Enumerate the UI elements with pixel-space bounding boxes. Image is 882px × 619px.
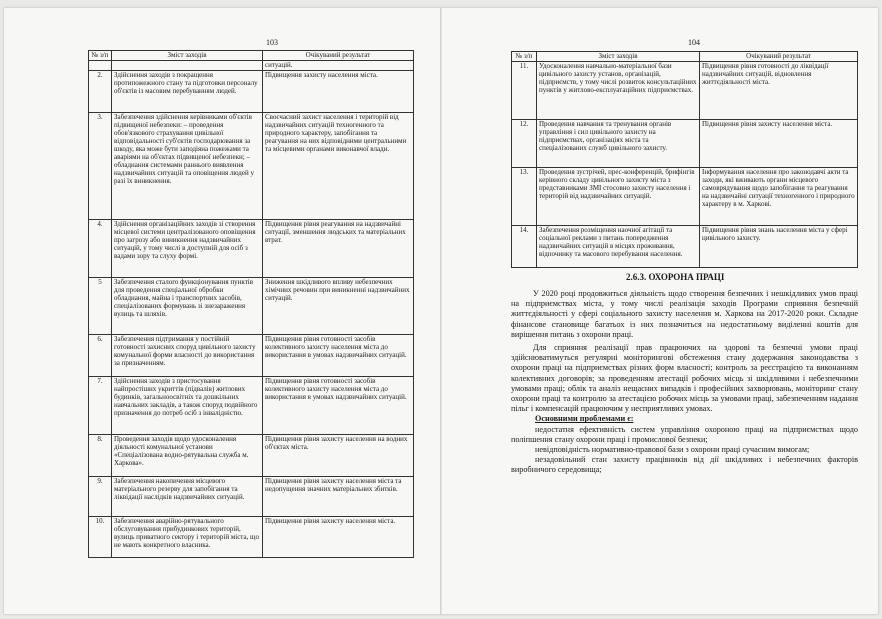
row-result: Підвищення рівня захисту населення міста. (700, 120, 858, 168)
row-content: Забезпечення аварійно-рятувального обслуговування прибудинкових територій, вулиць приватного сектору і територій міста, що не мають конкретного власника. (112, 517, 263, 558)
row-content: Забезпечення підтримання у постійній готовності захисних споруд цивільного захисту комунальної форми власності до використання за призначенням. (112, 335, 263, 377)
row-content: Проведення навчання та тренування органів управління і сил цивільного захисту на підприємствах, організаціях міста та спеціалізованих служб цивільного захисту. (537, 120, 700, 168)
table-header-row (512, 52, 858, 62)
problem-item: невідповідність нормативно-правової бази з охорони праці сучасним вимогам; (535, 445, 810, 455)
table-row (89, 377, 414, 435)
row-content: Проведення зустрічей, прес-конференцій, брифінгів керівного складу цивільного захисту міста з представниками ЗМІ стосовно захисту населення і територій від надзвичайних ситуацій. (537, 168, 700, 226)
problems-title: Основними проблемами є: (535, 414, 634, 424)
row-result: Підвищення рівня захисту населення на водних об'єктах міста. (263, 435, 414, 477)
row-result: Підвищення рівня готовності засобів колективного захисту населення міста до використання в умовах надзвичайних ситуацій. (263, 377, 414, 435)
row-number: 8. (89, 435, 112, 477)
table-header-row (89, 51, 414, 61)
row-content: Забезпечення здійснення керівниками об'єктів підвищеної небезпеки: – проведення обов'язкового страхування цивільної відповідальності суб'єктів господарювання за шкоду, яка може бути заподіяна пожежами та аваріями на об'єктах підвищеної небезпеки; – обладнання системами раннього виявлення надзвичайних ситуацій та оповіщення людей у разі їх виникнення. (112, 113, 263, 220)
row-number: 14. (512, 226, 537, 268)
table-row (89, 517, 414, 558)
row-result: ситуацій. (263, 61, 414, 71)
measures-table-left (88, 50, 414, 558)
row-number: 5 (89, 278, 112, 335)
row-result: Своєчасний захист населення і територій від надзвичайних ситуацій техногенного та природного характеру, запобігання та реагування на них відповідними центральними та місцевими органами виконавчої влади. (263, 113, 414, 220)
book-spread (4, 8, 878, 614)
table-row (89, 61, 414, 71)
row-result: Інформування населення про законодавчі акти та заходи, які вживають органи місцевого самоврядування щодо запобігання та реагування на надзвичайні ситуації техногенного і природного характеру в м. Харкові. (700, 168, 858, 226)
column-header-number: № з/п (89, 51, 112, 61)
row-content: Здійснення організаційних заходів зі створення місцевої системи централізованого оповіщення про загрозу або виникнення надзвичайних ситуацій, у тому числі в доступній для осіб з вадами зору та слуху формі. (112, 220, 263, 278)
table-row (89, 278, 414, 335)
section-body (511, 289, 858, 476)
column-header-number: № з/п (512, 52, 537, 62)
table-row (89, 71, 414, 113)
row-number (89, 61, 112, 71)
row-content: Забезпечення розміщення наочної агітації та соціальної реклами з питань попередження надзвичайних ситуацій в місцях проживання, відпочинку та масового перебування населення. (537, 226, 700, 268)
row-number: 3. (89, 113, 112, 220)
row-result: Підвищення рівня знань населення міста у сфері цивільного захисту. (700, 226, 858, 268)
row-content: Здійснення заходів з пристосування найпростіших укриттів (підвалів) житлових будинків, загальноосвітніх та дошкільних навчальних закладів, а також споруд подвійного призначення до потреб осіб з інвалідністю. (112, 377, 263, 435)
row-number: 13. (512, 168, 537, 226)
table-row (89, 335, 414, 377)
page-number-left: 103 (266, 38, 278, 47)
row-number: 4. (89, 220, 112, 278)
row-content: Здійснення заходів з покращення протипожежного стану та підготовки персоналу об'єктів із масовим перебуванням людей. (112, 71, 263, 113)
column-header-result: Очікуваний результат (263, 51, 414, 61)
row-content: Забезпечення сталого функціонування пунктів для проведення спеціальної обробки обладнання, майна і транспортних засобів, спеціалізованих формувань зі знезараження вулиць та шляхів. (112, 278, 263, 335)
row-number: 6. (89, 335, 112, 377)
table-row (89, 220, 414, 278)
table-row (512, 120, 858, 168)
table-row (512, 226, 858, 268)
column-header-result: Очікуваний результат (700, 52, 858, 62)
column-header-content: Зміст заходів (537, 52, 700, 62)
row-result: Підвищення рівня реагування на надзвичайні ситуації, зменшення людських та матеріальних втрат. (263, 220, 414, 278)
row-content: Проведення заходів щодо удосконалення діяльності комунальної установи «Спеціалізована водно-рятувальна служба м. Харкова». (112, 435, 263, 477)
row-number: 7. (89, 377, 112, 435)
row-number: 9. (89, 477, 112, 517)
row-content: Удосконалення навчально-матеріальної бази цивільного захисту установ, організацій, підприємств, у тому числі розвиток консультаційних пунктів у житлово-експлуатаційних підприємствах. (537, 62, 700, 120)
row-number: 10. (89, 517, 112, 558)
right-page (441, 8, 878, 614)
row-result: Підвищення рівня готовності засобів колективного захисту населення міста до використання в умовах надзвичайних ситуацій. (263, 335, 414, 377)
row-result: Підвищення захисту населення міста. (263, 71, 414, 113)
row-result: Підвищення рівня захисту населення міста. (263, 517, 414, 558)
paragraph: Для сприяння реалізації прав працюючих на здорові та безпечні умови праці здійснюватимуться регулярні моніторингові обстеження стану додержання законодавства з охорони праці на підприємствах різних форм власності; контроль за реєстрацією та виконанням колективних договорів; за проведенням атестації робочих місць зі шкідливими і небезпечними умовами праці; облік та аналіз нещасних випадків і професійних захворювань, моніторинг стану охорони праці та контролю за атестацією робочих місць за умовами праці, забезпеченням надання пільг і компенсацій працюючим у несприятливих умовах. (511, 343, 858, 414)
row-number: 11. (512, 62, 537, 120)
paragraph: У 2020 році продовжиться діяльність щодо створення безпечних і нешкідливих умов праці на підприємствах міста, у тому числі реалізація заходів Програми сприяння безпечній життєдіяльності у сфері соціального захисту населення м. Харкова на 2017-2020 роки. Складне фінансове становище багатьох із них позначиться на недостатньому виділенні коштів для вирішення питань з охорони праці. (511, 289, 858, 339)
table-row (89, 113, 414, 220)
section-heading: 2.6.3. ОХОРОНА ПРАЦІ (626, 272, 725, 282)
left-page (4, 8, 441, 614)
row-number: 2. (89, 71, 112, 113)
column-header-content: Зміст заходів (112, 51, 263, 61)
table-row (512, 168, 858, 226)
row-result: Підвищення рівня готовності до ліквідації надзвичайних ситуацій, відновлення життєдіяльності міста. (700, 62, 858, 120)
table-row (89, 477, 414, 517)
table-row (512, 62, 858, 120)
measures-table-right (511, 51, 858, 268)
row-number: 12. (512, 120, 537, 168)
table-row (89, 435, 414, 477)
page-number-right: 104 (688, 38, 700, 47)
problem-item: недостатня ефективність систем управління охороною праці на підприємствах щодо поліпшення стану охорони праці і промислової безпеки; (511, 424, 858, 444)
problem-item: незадовільний стан захисту працівників від дії шкідливих і небезпечних факторів виробничого середовища; (511, 455, 858, 475)
row-result: Підвищення рівня захисту населення міста та недопущення значних матеріальних збитків. (263, 477, 414, 517)
row-content (112, 61, 263, 71)
row-result: Зниження шкідливого впливу небезпечних хімічних речовин при виникненні надзвичайних ситуацій. (263, 278, 414, 335)
row-content: Забезпечення накопичення місцевого матеріального резерву для запобігання та ліквідації наслідків надзвичайних ситуацій. (112, 477, 263, 517)
